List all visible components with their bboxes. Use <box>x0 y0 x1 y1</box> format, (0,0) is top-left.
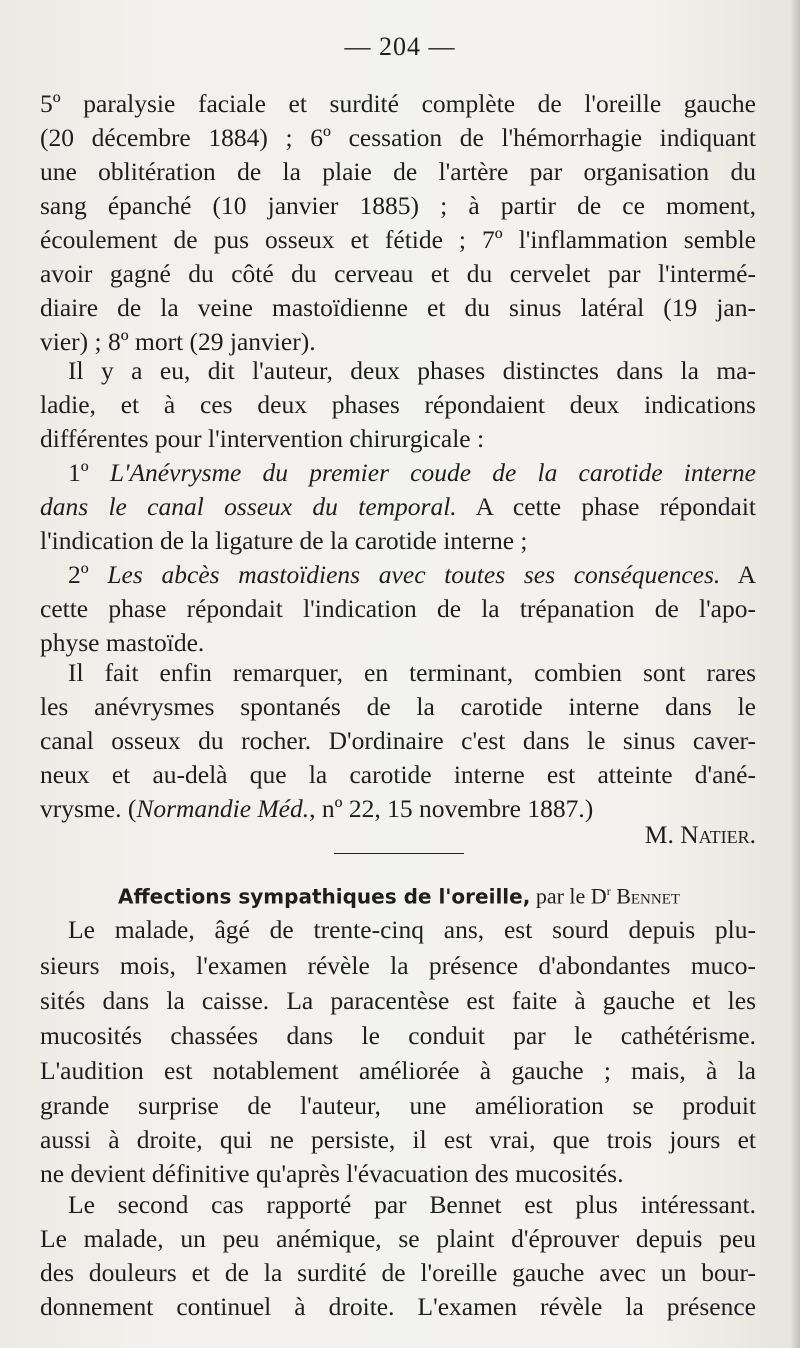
text-line: Il fait enfin remarquer, en terminant, combien sont rares <box>68 658 756 687</box>
text-line: différentes pour l'intervention chirurgicale : <box>40 424 485 453</box>
list-item-1 <box>68 456 756 490</box>
list-item-2 <box>68 558 756 592</box>
text-line: une oblitération de la plaie de l'artère par organisation du <box>40 157 756 186</box>
item-number: 2º <box>68 560 108 589</box>
text-line: sang épanché (10 janvier 1885) ; à partir de ce moment, <box>40 191 756 220</box>
text-span: A cette phase répondait <box>456 492 756 521</box>
text-span: vrysme. ( <box>40 794 137 823</box>
text-line: diaire de la veine mastoïdienne et du sinus latéral (19 jan- <box>40 293 756 322</box>
page-edge-shadow <box>790 0 800 1348</box>
text-line: Le malade, âgé de trente-cinq ans, est sourd depuis plu- <box>68 915 756 944</box>
article-by-sup: r <box>606 884 611 898</box>
text-line: canal osseux du rocher. D'ordinaire c'est dans le sinus caver- <box>40 726 756 755</box>
text-line <box>40 490 756 524</box>
italic-text: L'Anévrysme du premier coude de la carotide interne <box>109 458 756 487</box>
text-line: vier) ; 8º mort (29 janvier). <box>40 327 316 356</box>
page-number: — 204 — <box>344 32 456 61</box>
text-line: l'indication de la ligature de la carotide interne ; <box>40 526 528 555</box>
text-line: écoulement de pus osseux et fétide ; 7º l'inflammation semble <box>40 225 756 254</box>
text-line: ne devient définitive qu'après l'évacuation des mucosités. <box>40 1159 624 1188</box>
text-line: cette phase répondait l'indication de la trépanation de l'apo- <box>40 594 756 623</box>
text-line: Le malade, un peu anémique, se plaint d'éprouver depuis peu <box>40 1224 756 1253</box>
text-line: neux et au-delà que la carotide interne est atteinte d'ané- <box>40 760 756 789</box>
text-line: Le second cas rapporté par Bennet est plus intéressant. <box>68 1190 756 1219</box>
italic-text: dans le canal osseux du temporal. <box>40 492 457 521</box>
text-line: 5º paralysie faciale et surdité complète de l'oreille gauche <box>40 89 756 118</box>
text-line: sieurs mois, l'examen révèle la présence d'abondantes muco- <box>40 951 756 980</box>
text-line: des douleurs et de la surdité de l'oreille gauche avec un bour- <box>40 1258 756 1287</box>
section-divider <box>334 853 464 854</box>
text-line: L'audition est notablement améliorée à gauche ; mais, à la <box>40 1056 756 1085</box>
item-number: 1º <box>68 458 110 487</box>
text-line: les anévrysmes spontanés de la carotide interne dans le <box>40 692 756 721</box>
text-line: Il y a eu, dit l'auteur, deux phases distinctes dans la ma- <box>68 356 756 385</box>
text-line: avoir gagné du côté du cerveau et du cervelet par l'intermé- <box>40 259 756 288</box>
article-heading <box>118 874 758 908</box>
text-line: donnement continuel à droite. L'examen révèle la présence <box>40 1292 756 1321</box>
text-line: physe mastoïde. <box>40 628 205 657</box>
text-line: (20 décembre 1884) ; 6º cessation de l'hémorrhagie indiquant <box>40 123 756 152</box>
text-span: , nº 22, 15 novembre 1887.) <box>309 794 594 823</box>
text-line: sités dans la caisse. La paracentèse est faite à gauche et les <box>40 986 756 1015</box>
journal-name: Normandie Méd. <box>136 794 310 823</box>
italic-text: Les abcès mastoïdiens avec toutes ses conséquences. <box>107 560 721 589</box>
article-title: Affections sympathiques de l'oreille, <box>118 884 531 909</box>
article-author: Bennet <box>610 883 681 909</box>
article-by: par le D <box>530 883 607 909</box>
text-line: mucosités chassées dans le conduit par le cathétérisme. <box>40 1021 756 1050</box>
text-line: ladie, et à ces deux phases répondaient deux indications <box>40 390 756 419</box>
text-line: aussi à droite, qui ne persiste, il est vrai, que trois jours et <box>40 1125 756 1154</box>
signature: M. Natier. <box>644 820 756 849</box>
text-line: grande surprise de l'auteur, une amélioration se produit <box>40 1091 756 1120</box>
text-span: A <box>720 560 756 589</box>
